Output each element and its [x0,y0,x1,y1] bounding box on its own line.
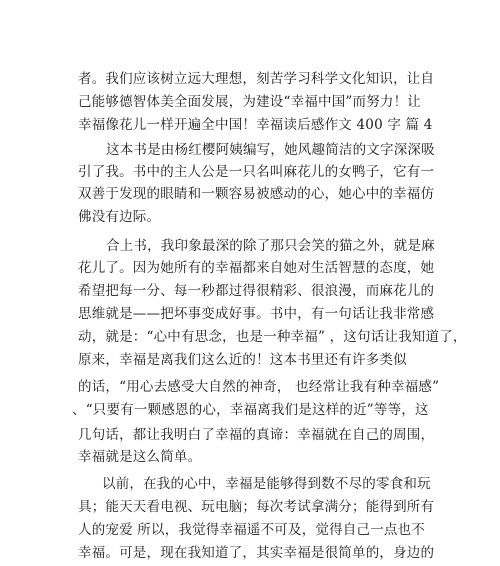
text-line: 佛没有边际。 [78,209,161,226]
paragraph-first-line: 这本书是由杨红樱阿姨编写，她风趣简洁的文字深深吸 [106,141,435,158]
paragraph-first-line: 合上书，我印象最深的除了那只会笑的猫之外，就是麻 [106,237,435,254]
text-line: 幸福就是这么简单。 [78,449,202,465]
text-line: 花儿了。因为她所有的幸福都来自她对生活智慧的态度，她 [78,260,435,277]
text-line: 具；能天天看电视、玩电脑；每次考试拿满分；能得到所有 [78,499,435,516]
text-line: 引了我。书中的主人公是一只名叫麻花儿的女鸭子，它有一 [78,164,435,181]
text-line: 希望把每一分、每一秒都过得很精彩、很浪漫，而麻花儿的 [78,283,435,300]
text-line: 幸福像花儿一样开遍全中国！幸福读后感作文 400 字 篇 4 [78,116,433,133]
text-line: 动，就是：“心中有思念，也是一种幸福” ，这句话让我知道了， [78,329,467,346]
text-line: 、“只要有一颗感恩的心，幸福离我们是这样的近”等等，这 [72,402,429,419]
text-line: 双善于发现的眼睛和一颗容易被感动的心，她心中的幸福仿 [78,186,435,203]
text-line: 幸福。可是，现在我知道了，其实幸福是很简单的，身边的 [78,545,435,561]
text-line: 的话，“用心去感受大自然的神奇， 也经常让我有种幸福感” [78,379,440,396]
text-line: 原来，幸福是离我们这么近的！这本书里还有许多类似 [78,352,407,369]
text-line: 思维就是——把坏事变成好事。书中，有一句话让我非常感 [78,306,435,323]
text-line: 己能够德智体美全面发展，为建设“幸福中国”而努力！让 [78,93,422,110]
text-line: 几句话，都让我明白了幸福的真谛：幸福就在自己的周围， [78,426,435,443]
text-line: 者。我们应该树立远大理想，刻苦学习科学文化知识，让自 [78,71,435,87]
paragraph-first-line: 以前，在我的心中，幸福是能够得到数不尽的零食和玩 [102,476,431,493]
text-line: 人的宠爱 所以，我觉得幸福遥不可及，觉得自己一点也不 [78,522,425,539]
